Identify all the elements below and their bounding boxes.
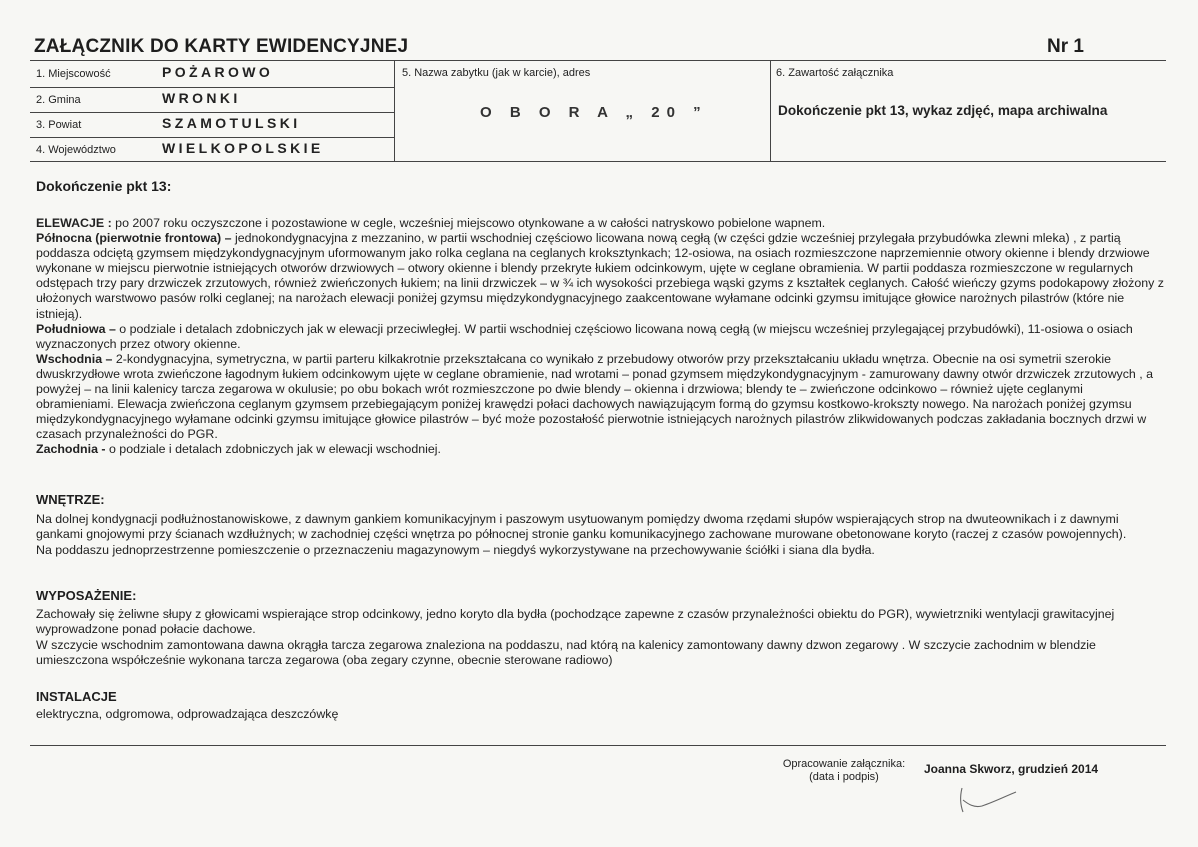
wyposazenie-heading: WYPOSAŻENIE:: [36, 588, 137, 603]
row-divider: [30, 112, 394, 113]
polnocna-text: jednokondygnacyjna z mezzanino, w partii wschodniej częściowo licowana nową cegłą (w części gdzie wcześniej przylegała przybudówka zlewni mleka) , z partią poddasza odciętą gzymsem międzykondygnacyjnym uformowanym jako rolka ceglana na ceglanych kroksztynkach; 12-osiowa, na osiach rozmieszczone naprzemiennie otwory okienne i blendy drzwiowe wykonane w miejscu pierwotnie istniejących otworów drzwiowych – otwory okienne i blendy przekryte łukiem odcinkowym, ujęte w ceglane obramienia. W partii poddasza rozmieszczone w regularnych odstępach trzy pary drzwiczek zrzutowych, również zwieńczonych łukiem; na linii drzwiczek – w ¾ ich wysokości przebiega wąski gzyms z kształtek ceglanych. Całość wieńczy gzyms podokapowy złożony z ułożonych warstwowo pasów rolki ceglanej; na narożach elewacji poniżej gzymsu międzykondygnacyjnego zaakcentowane wyłamane odcinki gzymsu imitujące głowice narożnych pilastrów (które nie istnieją).: [36, 231, 1164, 321]
elewacje-intro-text: po 2007 roku oczyszczone i pozostawione w cegle, wcześniej miejscowo otynkowane a w całości natryskowo pobielone wapnem.: [111, 216, 826, 230]
row-value-powiat: SZAMOTULSKI: [162, 115, 301, 131]
wyposazenie-section: [36, 607, 1164, 669]
instalacje-heading: INSTALACJE: [36, 689, 117, 704]
zachodnia-heading: Zachodnia -: [36, 442, 106, 457]
zachodnia-text: o podziale i detalach zdobniczych jak w elewacji wschodniej.: [105, 442, 441, 457]
col-divider: [770, 60, 771, 161]
document-title: ZAŁĄCZNIK DO KARTY EWIDENCYJNEJ: [34, 36, 409, 57]
wnetrze-paragraph: Na dolnej kondygnacji podłużnostanowiskowe, z dawnym gankiem komunikacyjnym i paszowym usytuowanym pomiędzy dwoma rzędami słupów wspierających strop na dwuteownikach i z dawnymi gankami gnojowymi przy ścianach wzdłużnych; w zachodniej części wnętrza po północnej stronie ganku komunikacyjnego zachowane murowane obetonowane koryto (raczej z czasów powojennych).: [36, 512, 1127, 542]
wschodnia-heading: Wschodnia –: [36, 351, 113, 366]
elewacje-intro: [36, 216, 1164, 231]
polnocna-heading: Północna (pierwotnie frontowa) –: [36, 231, 232, 246]
row-label-wojewodztwo: 4. Województwo: [36, 144, 116, 156]
col-divider: [394, 60, 395, 161]
wyposazenie-paragraph: Zachowały się żeliwne słupy z głowicami wspierające strop odcinkowy, jedno koryto dla bydła (pochodzące zapewne z czasów przynależności obiektu do PGR), wywietrzniki wentylacji grawitacyjnej wyprowadzone ponad połacie dachowe.: [36, 607, 1115, 637]
poludniowa-text: o podziale i detalach zdobniczych jak w elewacji przeciwległej. W partii wschodniej częściowo licowana nową cegłą (w miejscu wcześniej przylegającej przybudówki), 11-osiowa o osiach wyznaczonych przez otwory okienne.: [36, 321, 1133, 351]
poludniowa-heading: Południowa –: [36, 321, 116, 336]
row-divider: [30, 87, 394, 88]
header: [34, 36, 1094, 60]
elewacja-poludniowa: [36, 322, 1164, 352]
elewacje-section: [36, 216, 1164, 458]
row-label-miejscowosc: 1. Miejscowość: [36, 68, 111, 80]
row-value-gmina: WRONKI: [162, 90, 241, 106]
col5-label: 5. Nazwa zabytku (jak w karcie), adres: [402, 67, 591, 79]
wnetrze-section: [36, 512, 1164, 558]
monument-name: O B O R A „ 20 ”: [480, 104, 708, 121]
row-value-wojewodztwo: WIELKOPOLSKIE: [162, 140, 324, 156]
prepared-label: Opracowanie załącznika:: [782, 758, 906, 770]
row-label-powiat: 3. Powiat: [36, 119, 82, 131]
elewacja-polnocna: [36, 231, 1164, 322]
prepared-sublabel: (data i podpis): [809, 771, 879, 783]
wschodnia-text: 2-kondygnacyjna, symetryczna, w partii parteru kilkakrotnie przekształcana co wynikało z przebudowy otworów przy przekształcaniu układu wnętrza. Obecnie na osi symetrii szerokie dwuskrzydłowe wrota zwieńczone łagodnym łukiem odcinkowym ujęte w ceglane obramienie, nad wrotami – ponad gzymsem międzykondygnacyjnym - zamurowany dawny otwór drzwiczek zrzutowych , a powyżej – na linii kalenicy tarcza zegarowa w okulusie; po obu bokach wrót rozmieszczone po dwie blendy – okienna i drzwiowa; blendy te – zwieńczone odcinkowo – również ujęte ceglanymi obramieniami. Elewacja zwieńczona ceglanym gzymsem przebiegającym poniżej krawędzi połaci dachowych nawiązującym formą do gzymsu kostkowo-krokszty nowego. Na narożach poniżej gzymsu międzykondygnacyjnego wyłamane odcinki gzymsu imitujące głowice pilastrów – być może pozostałość pierwotnie istniejących narożnych pilastrów zlikwidowanych podczas zakładania bocznych drzwi w czasach przynależności do PGR.: [36, 351, 1154, 442]
elewacja-wschodnia: [36, 352, 1164, 443]
author-date: Joanna Skworz, grudzień 2014: [924, 762, 1099, 776]
col6-label: 6. Zawartość załącznika: [776, 67, 894, 79]
attachment-contents: Dokończenie pkt 13, wykaz zdjęć, mapa archiwalna: [778, 103, 1108, 118]
row-divider: [30, 137, 394, 138]
row-label-gmina: 2. Gmina: [36, 94, 81, 106]
elewacja-zachodnia: [36, 442, 1164, 457]
attachment-number: Nr 1: [1047, 36, 1084, 57]
signature: [954, 782, 1024, 822]
section-title: Dokończenie pkt 13:: [36, 178, 172, 194]
footer-divider: [30, 745, 1166, 746]
wnetrze-paragraph: Na poddaszu jednoprzestrzenne pomieszczenie o przeznaczeniu magazynowym – niegdyś wykorzystywane na przechowywanie ściółki i siana dla bydła.: [36, 542, 875, 557]
row-value-miejscowosc: POŻAROWO: [162, 64, 274, 80]
instalacje-text: elektryczna, odgromowa, odprowadzająca deszczówkę: [36, 707, 339, 721]
wnetrze-heading: WNĘTRZE:: [36, 492, 105, 507]
elewacje-heading: ELEWACJE :: [36, 216, 112, 230]
wyposazenie-paragraph: W szczycie wschodnim zamontowana dawna okrągła tarcza zegarowa znaleziona na poddaszu, nad którą na kalenicy zamontowany dawny dzwon zegarowy . W szczycie zachodnim w blendzie umieszczona współcześnie wykonana tarcza zegarowa (oba zegary czynne, obecnie sterowane radiowo): [36, 637, 1096, 668]
table-top-border: [30, 60, 1166, 61]
table-bottom-border: [30, 161, 1166, 162]
